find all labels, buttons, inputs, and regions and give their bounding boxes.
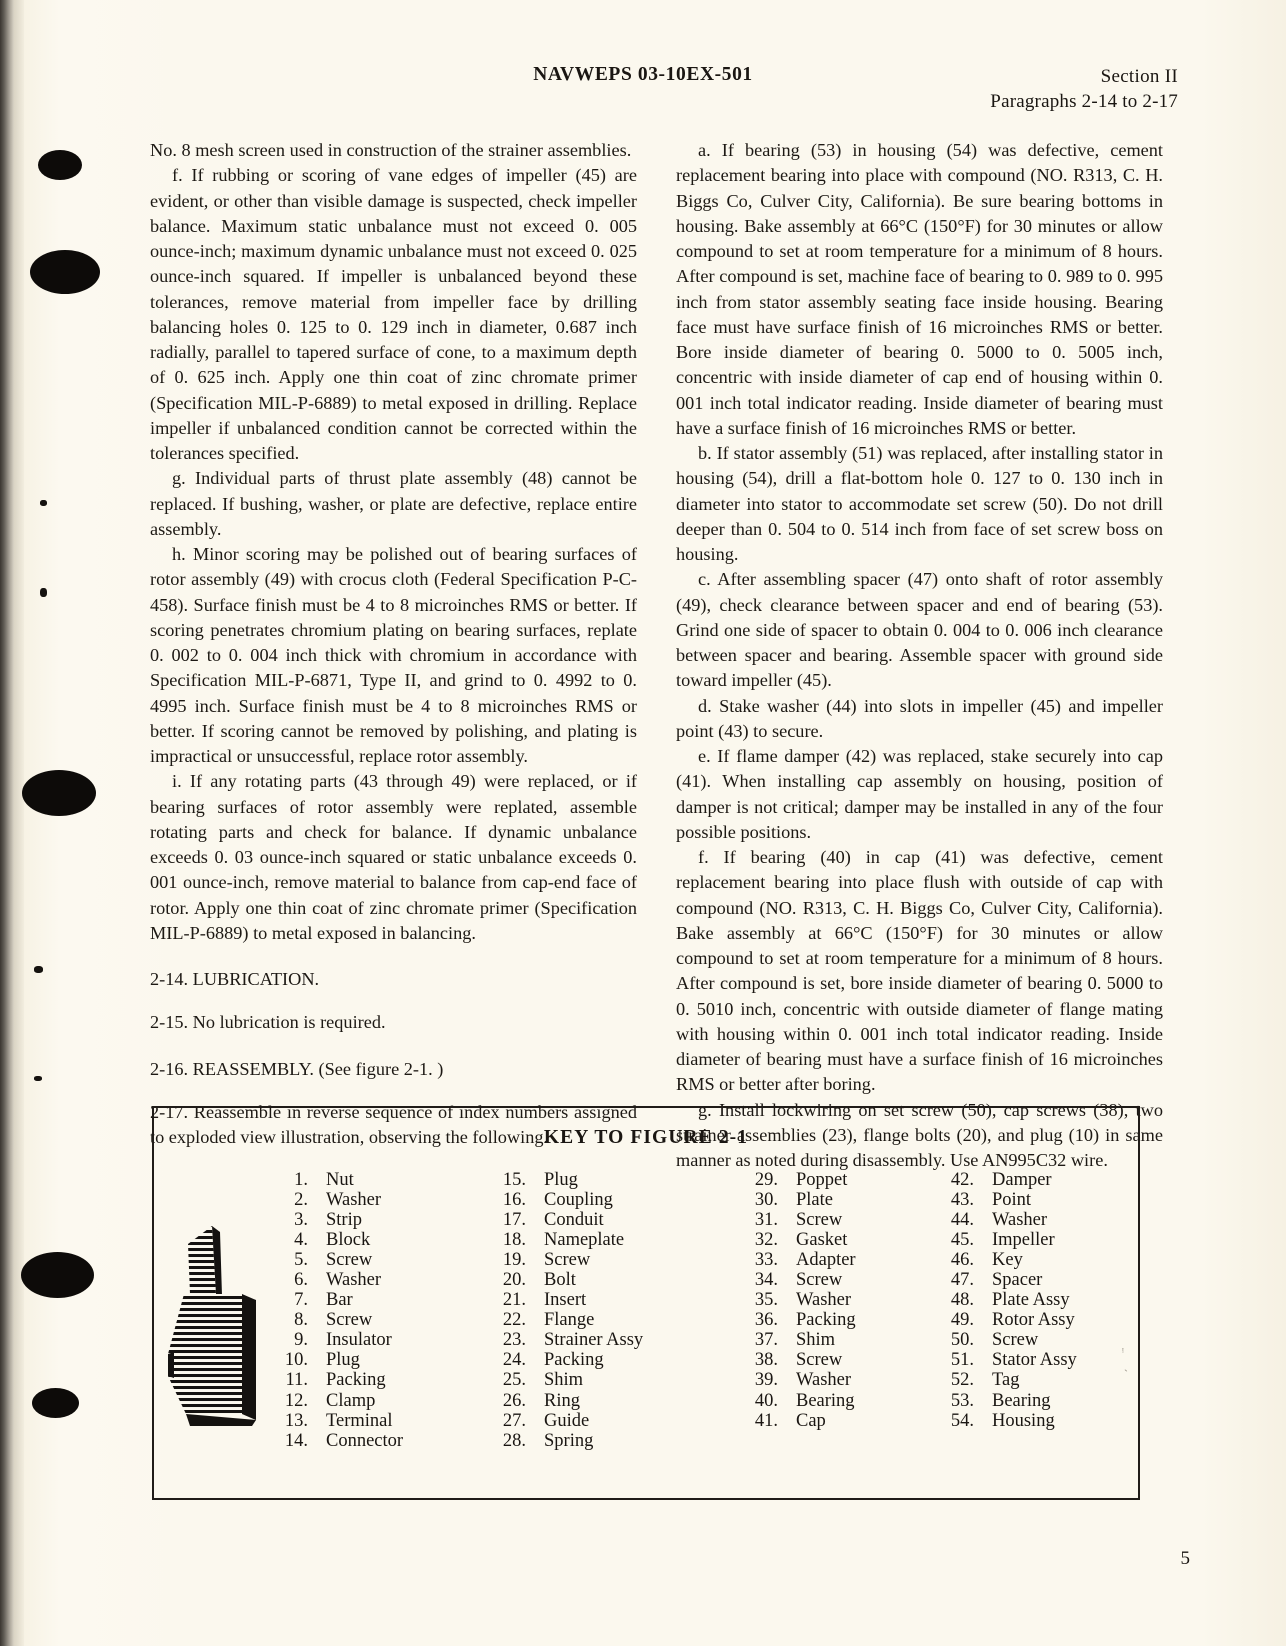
key-item-number: 1. (294, 1170, 308, 1190)
key-row (940, 1310, 1077, 1330)
key-item-number: 21. (502, 1290, 526, 1311)
key-row (274, 1411, 403, 1431)
key-item-label: Bearing (992, 1390, 1051, 1411)
body-paragraph: d. Stake washer (44) into slots in impeller (45) and impeller point (43) to secure. (676, 695, 1163, 741)
key-row (492, 1290, 643, 1310)
key-item-number: 51. (950, 1350, 974, 1371)
key-item-label: Packing (796, 1310, 856, 1331)
key-item-number: 50. (950, 1330, 974, 1351)
key-item-number: 20. (502, 1270, 526, 1291)
key-item-label: Cap (796, 1410, 826, 1431)
key-column-2 (492, 1170, 643, 1451)
key-row (274, 1210, 403, 1230)
section-text-2-15: 2-15. No lubrication is required. (150, 1012, 386, 1033)
body-paragraph: a. If bearing (53) in housing (54) was defective, cement replacement bearing into place with compound (NO. R313, C. H. Biggs Co, Culver City, California). Be sure bearing bottoms in housing. Bake assembly at 66°C (150°F) for 30 minutes or allow compound to set at room temperature for a minimum of 8 hours. After compound is set, machine face of bearing to 0. 989 to 0. 995 inch from stator assembly seating face inside housing. Bearing face must have surface finish of 16 microinches RMS or better. Bore inside diameter of bearing 0. 5000 to 0. 5005 inch, concentric with inside diameter of cap end of housing within 0. 001 inch total indicator reading. Inside diameter of bearing must have a surface finish of 16 microinches RMS or better. (676, 140, 1163, 438)
key-row (492, 1210, 643, 1230)
key-item-number: 9. (294, 1330, 308, 1351)
key-row (744, 1190, 856, 1210)
key-row (744, 1370, 856, 1390)
key-item-label: Shim (544, 1370, 584, 1391)
key-item-label: Guide (544, 1410, 590, 1431)
body-paragraph: g. Install lockwiring on set screw (50), cap screws (38), two strainer assemblies (23), flange bolts (20), and plug (10) in same manner as noted during disassembly. Use AN995C32 wire. (676, 1099, 1163, 1170)
key-row (744, 1350, 856, 1370)
section-text-2-17: 2-17. Reassemble in reverse sequence of index numbers assigned to exploded view illustration, observing the following. (150, 1101, 637, 1147)
key-row (744, 1170, 856, 1190)
key-row (274, 1290, 403, 1310)
key-item-label: Washer (992, 1210, 1048, 1231)
key-row (492, 1370, 643, 1390)
body-paragraph: g. Individual parts of thrust plate assembly (48) cannot be replaced. If bushing, washer, or plate are defective, replace entire assembly. (150, 468, 637, 539)
key-item-label: Nameplate (544, 1230, 625, 1251)
body-paragraph: f. If rubbing or scoring of vane edges of impeller (45) are evident, or other than visible damage is suspected, check impeller balance. Maximum static unbalance must not exceed 0. 005 ounce-inch; maximum dynamic unbalance must not exceed 0. 025 ounce-inch squared. If impeller is unbalanced beyond these tolerances, remove material from impeller face by drilling balancing holes 0. 125 to 0. 129 inch in diameter, 0.687 inch radially, parallel to tapered surface of cone, to a maximum depth of 0. 625 inch. Apply one thin coat of zinc chromate primer (Specification MIL-P-6889) to metal exposed in drilling. Replace impeller if unbalanced condition cannot be corrected within the tolerances specified. (150, 165, 637, 463)
key-row (274, 1330, 403, 1350)
header-right-block (990, 64, 1178, 114)
key-row (744, 1411, 856, 1431)
key-item-number: 24. (502, 1350, 526, 1371)
key-item-label: Connector (326, 1430, 404, 1451)
scan-artifact: ˎ (1124, 1358, 1128, 1372)
key-item-number: 41. (754, 1410, 778, 1431)
key-item-number: 4. (294, 1230, 308, 1251)
key-item-label: Strip (326, 1210, 362, 1231)
key-item-label: Screw (326, 1250, 373, 1271)
key-item-label: Point (992, 1190, 1032, 1211)
hole-punch-mark (21, 1252, 94, 1298)
key-item-label: Gasket (796, 1230, 848, 1251)
key-item-label: Bearing (796, 1390, 855, 1411)
key-row (744, 1391, 856, 1411)
key-item-label: Poppet (796, 1170, 848, 1190)
key-item-number: 37. (754, 1330, 778, 1351)
key-row (940, 1411, 1077, 1431)
key-row (492, 1391, 643, 1411)
key-item-label: Screw (796, 1270, 843, 1291)
section-label: Section II (1100, 66, 1178, 87)
key-item-number: 29. (754, 1170, 778, 1190)
key-row (940, 1370, 1077, 1390)
key-item-number: 38. (754, 1350, 778, 1371)
hole-punch-mark (32, 1388, 79, 1418)
key-column-4 (940, 1170, 1077, 1431)
key-item-number: 54. (950, 1410, 974, 1431)
key-row (274, 1310, 403, 1330)
key-row (940, 1350, 1077, 1370)
margin-speck (34, 966, 43, 973)
key-row (492, 1431, 643, 1451)
key-item-label: Rotor Assy (992, 1310, 1075, 1331)
key-item-label: Key (992, 1250, 1023, 1271)
key-item-number: 23. (502, 1330, 526, 1351)
key-item-label: Packing (544, 1350, 604, 1371)
key-item-number: 8. (294, 1310, 308, 1331)
key-row (274, 1391, 403, 1411)
key-item-number: 10. (284, 1350, 308, 1371)
key-item-number: 31. (754, 1210, 778, 1231)
key-row (492, 1270, 643, 1290)
key-item-number: 5. (294, 1250, 308, 1271)
document-id: NAVWEPS 03-10EX-501 (533, 64, 753, 85)
key-item-label: Stator Assy (992, 1350, 1077, 1371)
key-item-number: 17. (502, 1210, 526, 1231)
key-row (274, 1431, 403, 1451)
key-item-label: Plug (544, 1170, 578, 1190)
right-text-column (676, 138, 1163, 1173)
key-row (940, 1210, 1077, 1230)
key-item-number: 26. (502, 1390, 526, 1411)
key-row (744, 1210, 856, 1230)
key-row (940, 1391, 1077, 1411)
key-item-number: 47. (950, 1270, 974, 1291)
key-item-label: Plug (326, 1350, 360, 1371)
key-item-label: Clamp (326, 1390, 376, 1411)
key-row (274, 1370, 403, 1390)
key-row (492, 1190, 643, 1210)
key-item-label: Flange (544, 1310, 595, 1331)
key-item-number: 11. (285, 1370, 308, 1391)
key-item-number: 52. (950, 1370, 974, 1391)
key-item-number: 6. (294, 1270, 308, 1291)
key-item-label: Washer (796, 1290, 852, 1311)
body-paragraph: No. 8 mesh screen used in construction of the strainer assemblies. (150, 140, 632, 160)
key-to-figure-box (152, 1106, 1140, 1500)
key-row (492, 1230, 643, 1250)
key-item-label: Adapter (796, 1250, 856, 1271)
key-row (744, 1250, 856, 1270)
key-item-label: Conduit (544, 1210, 604, 1231)
key-row (744, 1290, 856, 1310)
key-item-label: Bolt (544, 1270, 576, 1291)
paragraph-range-label: Paragraphs 2-14 to 2-17 (990, 91, 1178, 112)
key-item-label: Damper (992, 1170, 1052, 1190)
key-item-label: Bar (326, 1290, 353, 1311)
key-item-number: 3. (294, 1210, 308, 1231)
key-item-number: 33. (754, 1250, 778, 1271)
key-item-label: Washer (796, 1370, 852, 1391)
body-paragraph: f. If bearing (40) in cap (41) was defective, cement replacement bearing into place flush with outside of cap with compound (NO. R313, C. H. Biggs Co, Culver City, California). Bake assembly at 66°C (150°F) for 30 minutes or allow compound to set at room temperature for a minimum of 8 hours. After compound is set, bore inside diameter of bearing 0. 5000 to 0. 5010 inch, concentric with outside diameter of flange mating with housing within 0. 001 inch total indicator reading. Inside diameter of bearing must have a surface finish of 16 microinches RMS or better after boring. (676, 847, 1163, 1095)
key-item-number: 32. (754, 1230, 778, 1251)
body-paragraph: i. If any rotating parts (43 through 49) were replaced, or if bearing surfaces of rotor assembly were replated, assemble rotating parts and check for balance. If dynamic unbalance exceeds 0. 03 ounce-inch squared or static unbalance exceeds 0. 001 ounce-inch, remove material to balance from cap-end face of rotor. Apply one thin coat of zinc chromate primer (Specification MIL-P-6889) to metal exposed in balancing. (150, 771, 637, 943)
key-row (744, 1310, 856, 1330)
key-row (940, 1230, 1077, 1250)
key-item-label: Ring (544, 1390, 580, 1411)
key-item-label: Plate Assy (992, 1290, 1070, 1311)
body-paragraph: h. Minor scoring may be polished out of bearing surfaces of rotor assembly (49) with crocus cloth (Federal Specification P-C-458). Surface finish must be 4 to 8 microinches RMS or better. If scoring penetrates chromium plating on bearing surfaces, replate 0. 002 to 0. 004 inch thick with chromium in accordance with Specification MIL-P-6871, Type II, and grind to 0. 4992 to 0. 4995 inch. Surface finish must be 4 to 8 microinches RMS or better. If scoring cannot be removed by polishing, and plating is impractical or unsuccessful, replace rotor assembly. (150, 544, 637, 766)
key-item-number: 30. (754, 1190, 778, 1211)
section-heading-2-16: 2-16. REASSEMBLY. (See figure 2-1. ) (150, 1058, 444, 1079)
page-header (0, 64, 1286, 124)
key-item-number: 25. (502, 1370, 526, 1391)
key-item-number: 16. (502, 1190, 526, 1211)
key-column-3 (744, 1170, 856, 1431)
key-item-label: Strainer Assy (544, 1330, 644, 1351)
key-row (492, 1330, 643, 1350)
key-item-label: Nut (326, 1170, 354, 1190)
key-item-label: Packing (326, 1370, 386, 1391)
key-item-number: 45. (950, 1230, 974, 1251)
key-row (492, 1170, 643, 1190)
key-row (274, 1350, 403, 1370)
key-item-number: 53. (950, 1390, 974, 1411)
key-item-number: 14. (284, 1430, 308, 1451)
key-columns (154, 1170, 1138, 1470)
key-row (274, 1190, 403, 1210)
key-item-number: 48. (950, 1290, 974, 1311)
key-item-label: Insert (544, 1290, 587, 1311)
key-item-label: Insulator (326, 1330, 392, 1351)
key-item-number: 49. (950, 1310, 974, 1331)
key-item-number: 28. (502, 1430, 526, 1451)
key-row (940, 1290, 1077, 1310)
key-item-label: Plate (796, 1190, 833, 1211)
key-row (744, 1270, 856, 1290)
section-heading-2-14: 2-14. LUBRICATION. (150, 969, 320, 989)
key-item-label: Washer (326, 1190, 382, 1211)
key-item-number: 27. (502, 1410, 526, 1431)
key-row (492, 1350, 643, 1370)
key-item-label: Screw (796, 1210, 843, 1231)
key-item-number: 44. (950, 1210, 974, 1231)
hole-punch-mark (22, 770, 96, 816)
key-item-number: 19. (502, 1250, 526, 1271)
body-paragraph: b. If stator assembly (51) was replaced, after installing stator in housing (54), drill a flat-bottom hole 0. 127 to 0. 130 inch in diameter into stator to accommodate set screw (50). Do not drill deeper than 0. 504 to 0. 514 inch from face of set screw boss on housing. (676, 443, 1163, 564)
key-item-label: Spacer (992, 1270, 1043, 1291)
page-number: 5 (1180, 1548, 1190, 1569)
key-row (940, 1170, 1077, 1190)
margin-speck (40, 500, 47, 506)
key-item-number: 18. (502, 1230, 526, 1251)
key-item-label: Block (326, 1230, 371, 1251)
key-row (940, 1190, 1077, 1210)
margin-speck (34, 1076, 42, 1081)
key-row (274, 1270, 403, 1290)
key-item-number: 40. (754, 1390, 778, 1411)
key-row (492, 1411, 643, 1431)
key-item-label: Shim (796, 1330, 836, 1351)
key-row (492, 1310, 643, 1330)
key-row (492, 1250, 643, 1270)
key-item-label: Washer (326, 1270, 382, 1291)
scan-left-edge-shadow (14, 0, 24, 1646)
key-item-label: Impeller (992, 1230, 1055, 1251)
key-item-number: 36. (754, 1310, 778, 1331)
key-item-number: 39. (754, 1370, 778, 1391)
key-item-label: Screw (544, 1250, 591, 1271)
scan-artifact: ᵎ (1122, 1344, 1124, 1358)
key-item-number: 35. (754, 1290, 778, 1311)
key-row (744, 1230, 856, 1250)
key-column-1 (274, 1170, 403, 1451)
key-row (940, 1270, 1077, 1290)
key-row (274, 1250, 403, 1270)
margin-speck (40, 588, 47, 597)
key-item-label: Spring (544, 1430, 594, 1451)
key-item-number: 15. (502, 1170, 526, 1190)
key-item-label: Housing (992, 1410, 1055, 1431)
hole-punch-mark (30, 250, 100, 294)
key-box-title: KEY TO FIGURE 2-1 (543, 1127, 749, 1148)
key-item-label: Coupling (544, 1190, 613, 1211)
key-row (274, 1230, 403, 1250)
hole-punch-mark (38, 150, 82, 180)
key-item-number: 7. (294, 1290, 308, 1311)
key-row (744, 1330, 856, 1350)
key-item-label: Terminal (326, 1410, 393, 1431)
body-paragraph: e. If flame damper (42) was replaced, stake securely into cap (41). When installing cap assembly on housing, position of damper is not critical; damper may be installed in any of the four possible positions. (676, 746, 1163, 842)
key-item-number: 46. (950, 1250, 974, 1271)
key-item-number: 43. (950, 1190, 974, 1211)
key-item-label: Screw (796, 1350, 843, 1371)
key-item-label: Screw (992, 1330, 1039, 1351)
key-item-number: 34. (754, 1270, 778, 1291)
key-row (940, 1330, 1077, 1350)
key-item-number: 13. (284, 1410, 308, 1431)
key-item-label: Screw (326, 1310, 373, 1331)
key-item-number: 42. (950, 1170, 974, 1190)
key-item-number: 12. (284, 1390, 308, 1411)
left-text-column (150, 138, 637, 1150)
key-item-number: 2. (294, 1190, 308, 1211)
scan-left-edge (0, 0, 14, 1646)
body-paragraph: c. After assembling spacer (47) onto shaft of rotor assembly (49), check clearance between spacer and end of bearing (53). Grind one side of spacer to obtain 0. 004 to 0. 006 inch clearance between spacer and bearing. Assemble spacer with ground side toward impeller (45). (676, 569, 1163, 691)
key-row (940, 1250, 1077, 1270)
key-item-number: 22. (502, 1310, 526, 1331)
key-row (274, 1170, 403, 1190)
key-item-label: Tag (992, 1370, 1020, 1391)
